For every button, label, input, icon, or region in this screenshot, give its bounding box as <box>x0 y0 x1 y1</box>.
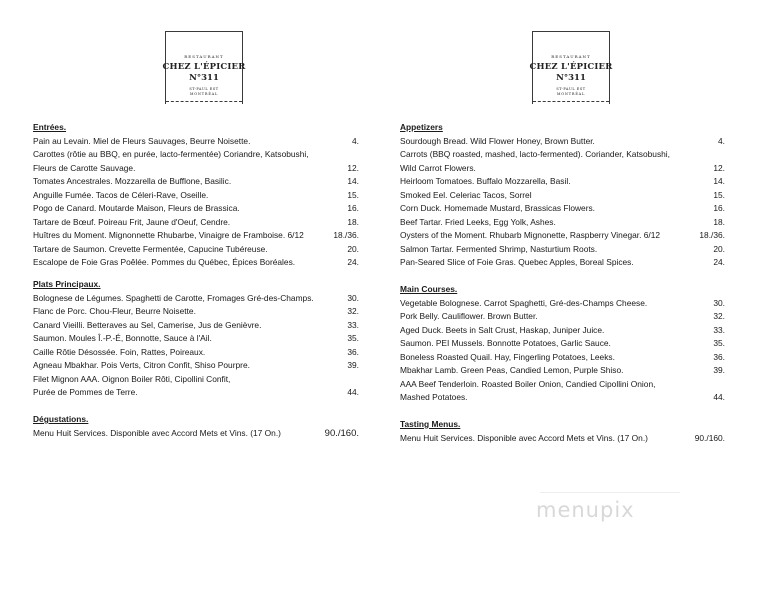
item-description: Escalope de Foie Gras Poêlée. Pommes du Québec, Épices Boréales. <box>33 257 296 267</box>
item-price: 32. <box>713 311 725 321</box>
main-courses-section <box>400 283 725 405</box>
item-price: 30. <box>713 297 725 308</box>
item-description: Pogo de Canard. Moutarde Maison, Fleurs de Brassica. <box>33 203 240 213</box>
item-description: Carrots (BBQ roasted, mashed, lacto-fermented). Coriander, Katsobushi, <box>400 149 670 159</box>
logo-number: N°311 <box>189 73 219 83</box>
item-description: Huîtres du Moment. Mignonnette Rhubarbe, Vinaigre de Framboise. 6/12 <box>33 230 304 240</box>
menu-item <box>33 305 359 319</box>
menu-item <box>33 256 359 270</box>
entrees-section <box>33 121 359 270</box>
menupix-watermark: menupix <box>536 498 635 522</box>
tasting-menus-section <box>400 418 725 445</box>
item-description: Carottes (rôtie au BBQ, en purée, lacto-fermentée) Coriandre, Katsobushi, <box>33 149 309 159</box>
menu-item <box>400 337 725 351</box>
menu-item <box>400 364 725 378</box>
watermark-strip <box>540 478 680 493</box>
item-price: 33. <box>713 324 725 335</box>
item-description: Mbakhar Lamb. Green Peas, Candied Lemon, Purple Shiso. <box>400 365 624 375</box>
menu-item <box>33 359 359 373</box>
logo-name: CHEZ L'ÉPICIER <box>529 62 613 72</box>
appetizers-section <box>400 121 725 270</box>
menu-item <box>400 432 725 446</box>
item-description: Saumon. Moules Î.-P.-É, Bonnotte, Sauce à l'Ail. <box>33 333 212 343</box>
menu-item <box>400 175 725 189</box>
item-price: 14. <box>347 176 359 186</box>
item-description-continued: Wild Carrot Flowers. <box>400 162 476 173</box>
item-price: 4. <box>718 135 725 146</box>
restaurant-logo <box>162 31 246 104</box>
section-heading: Dégustations. <box>33 414 89 424</box>
section-heading: Appetizers <box>400 122 443 132</box>
menu-item <box>33 189 359 203</box>
menu-item <box>33 202 359 216</box>
item-price: 35. <box>347 333 359 343</box>
item-description: Menu Huit Services. Disponible avec Accord Mets et Vins. (17 On.) <box>33 427 281 438</box>
item-description: Tomates Ancestrales. Mozzarella de Bufflone, Basilic. <box>33 176 232 186</box>
menu-item <box>400 297 725 311</box>
item-description: Pan-Seared Slice of Foie Gras. Quebec Apples, Boreal Spices. <box>400 257 634 267</box>
section-heading: Plats Principaux. <box>33 279 101 289</box>
item-description: Saumon. PEI Mussels. Bonnotte Potatoes, Garlic Sauce. <box>400 338 611 348</box>
section-heading: Main Courses. <box>400 284 458 294</box>
plats-section <box>33 278 359 400</box>
item-description: Aged Duck. Beets in Salt Crust, Haskap, Juniper Juice. <box>400 324 605 335</box>
menu-item <box>400 243 725 257</box>
menu-item <box>33 216 359 230</box>
restaurant-logo <box>529 31 613 104</box>
menu-item <box>33 229 359 243</box>
menu-item <box>400 229 725 243</box>
menu-item <box>33 292 359 306</box>
section-heading: Entrées. <box>33 122 67 132</box>
item-price: 90./160. <box>694 432 725 443</box>
item-price: 90./160. <box>324 427 359 439</box>
item-description: Tartare de Bœuf. Poireau Frit, Jaune d'Oeuf, Cendre. <box>33 216 231 227</box>
menu-item <box>400 256 725 270</box>
item-price: 4. <box>352 135 359 146</box>
menu-item <box>400 148 725 175</box>
menu-item <box>400 189 725 203</box>
logo-name: CHEZ L'ÉPICIER <box>162 62 246 72</box>
item-price: 15. <box>713 189 725 200</box>
menu-item <box>33 148 359 175</box>
item-price: 39. <box>347 360 359 370</box>
item-price: 24. <box>347 257 359 267</box>
item-price: 44. <box>713 392 725 402</box>
item-price: 16. <box>347 203 359 213</box>
item-price: 33. <box>347 319 359 330</box>
menu-item <box>33 332 359 346</box>
item-price: 36. <box>713 351 725 362</box>
menu-item <box>400 202 725 216</box>
item-description: Tartare de Saumon. Crevette Fermentée, Capucine Tubéreuse. <box>33 243 268 254</box>
menu-item <box>400 351 725 365</box>
item-description: Filet Mignon AAA. Oignon Boiler Rôti, Cipollini Confit, <box>33 373 231 384</box>
menu-item <box>33 373 359 400</box>
logo-restaurant-label: RESTAURANT <box>551 54 591 59</box>
item-price: 18. <box>347 216 359 227</box>
item-description-continued: Mashed Potatoes. <box>400 392 468 402</box>
item-price: 12. <box>347 162 359 173</box>
item-price: 30. <box>347 292 359 303</box>
item-description: Corn Duck. Homemade Mustard, Brassicas Flowers. <box>400 203 596 213</box>
menu-item <box>33 175 359 189</box>
item-description: Boneless Roasted Quail. Hay, Fingerling Potatoes, Leeks. <box>400 351 615 362</box>
logo-city: MONTRÉAL <box>189 92 219 96</box>
item-price: 20. <box>347 243 359 254</box>
item-description: Heirloom Tomatoes. Buffalo Mozzarella, Basil. <box>400 176 571 186</box>
item-description: Sourdough Bread. Wild Flower Honey, Brown Butter. <box>400 135 595 146</box>
item-description: Vegetable Bolognese. Carrot Spaghetti, Gré-des-Champs Cheese. <box>400 297 648 308</box>
logo-city: MONTRÉAL <box>556 92 586 96</box>
item-description: Beef Tartar. Fried Leeks, Egg Yolk, Ashes. <box>400 216 556 227</box>
degustations-section <box>33 413 359 440</box>
menu-item <box>33 346 359 360</box>
menu-item <box>400 378 725 405</box>
item-description: Smoked Eel. Celeriac Tacos, Sorrel <box>400 189 532 200</box>
item-price: 15. <box>347 189 359 200</box>
logo-street: ST-PAUL EST <box>189 87 219 91</box>
item-price: 44. <box>347 387 359 397</box>
menu-item <box>33 135 359 149</box>
logo-restaurant-label: RESTAURANT <box>184 54 224 59</box>
menu-item <box>400 310 725 324</box>
item-description: Pork Belly. Cauliflower. Brown Butter. <box>400 311 538 321</box>
item-price: 18. <box>713 216 725 227</box>
menu-item <box>400 135 725 149</box>
item-price: 18./36. <box>333 230 359 240</box>
menu-item <box>400 324 725 338</box>
item-description: Bolognese de Légumes. Spaghetti de Carotte, Fromages Gré-des-Champs. <box>33 292 314 303</box>
logo-street: ST-PAUL EST <box>556 87 586 91</box>
item-price: 35. <box>713 338 725 348</box>
item-description: Flanc de Porc. Chou-Fleur, Beurre Noisette. <box>33 306 196 316</box>
item-price: 16. <box>713 203 725 213</box>
item-description: Oysters of the Moment. Rhubarb Mignonette, Raspberry Vinegar. 6/12 <box>400 230 661 240</box>
item-description: Canard Vieilli. Betteraves au Sel, Camerise, Jus de Genièvre. <box>33 319 262 330</box>
item-description: Anguille Fumée. Tacos de Céleri-Rave, Oseille. <box>33 189 209 200</box>
menu-item <box>33 319 359 333</box>
item-description: Pain au Levain. Miel de Fleurs Sauvages, Beurre Noisette. <box>33 135 251 146</box>
item-description: Agneau Mbakhar. Pois Verts, Citron Confit, Shiso Pourpre. <box>33 360 250 370</box>
menu-item <box>33 427 359 441</box>
item-description-continued: Purée de Pommes de Terre. <box>33 387 138 397</box>
menu-item <box>33 243 359 257</box>
logo-number: N°311 <box>556 73 586 83</box>
item-price: 14. <box>713 176 725 186</box>
item-description: Caille Rôtie Désossée. Foin, Rattes, Poireaux. <box>33 346 206 357</box>
item-description-continued: Fleurs de Carotte Sauvage. <box>33 162 136 173</box>
section-heading: Tasting Menus. <box>400 419 461 429</box>
item-price: 39. <box>713 365 725 375</box>
item-price: 12. <box>713 162 725 173</box>
item-description: AAA Beef Tenderloin. Roasted Boiler Onion, Candied Cipollini Onion, <box>400 378 656 389</box>
item-description: Menu Huit Services. Disponible avec Accord Mets et Vins. (17 On.) <box>400 432 648 443</box>
item-price: 24. <box>713 257 725 267</box>
item-price: 20. <box>713 243 725 254</box>
item-price: 18./36. <box>699 230 725 240</box>
item-price: 32. <box>347 306 359 316</box>
item-price: 36. <box>347 346 359 357</box>
item-description: Salmon Tartar. Fermented Shrimp, Nasturtium Roots. <box>400 243 598 254</box>
menu-item <box>400 216 725 230</box>
